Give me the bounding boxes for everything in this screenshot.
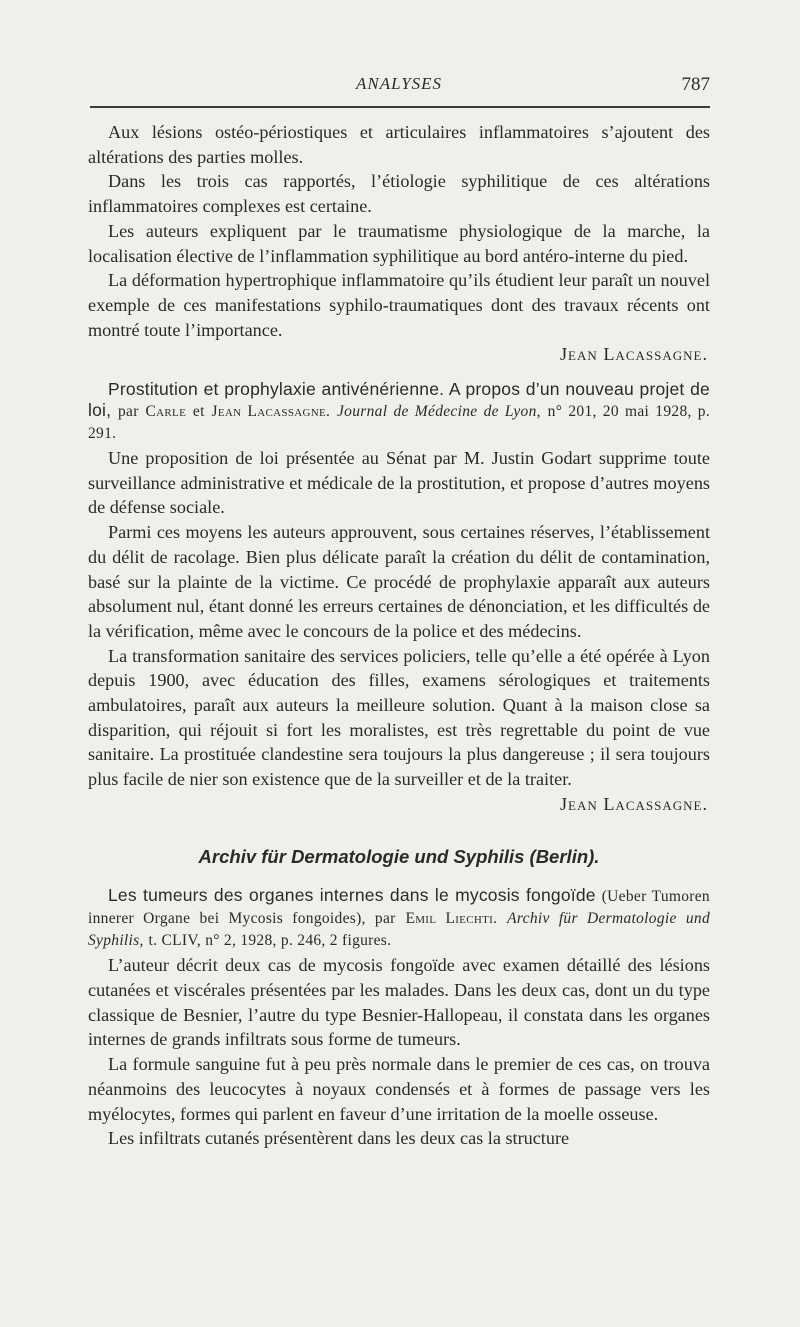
article-title: Prostitution et prophylaxie antivénérienne. A propos d’un nouveau projet de loi,: [88, 379, 710, 421]
paragraph: Parmi ces moyens les auteurs approuvent, sous certaines réserves, l’établissement du délit de racolage. Bien plus délicate paraît la création du délit de contamination, basé sur la plainte de la victime. Ce procédé de prophylaxie apparaît aux auteurs absolument nul, étant donné les erreurs certaines de dénonciation, et les difficultés de la vérification, même avec le concours de la police et des médecins.: [88, 522, 710, 641]
paragraph: Une proposition de loi présentée au Sénat par M. Justin Godart supprime toute surveillance administrative et médicale de la prostitution, et propose d’autres moyens de défense sociale.: [88, 448, 710, 518]
paragraph: Aux lésions ostéo-périostiques et articulaires inflammatoires s’ajoutent des altérations des parties molles.: [88, 122, 710, 167]
journal-name: Journal de Médecine de Lyon,: [337, 403, 541, 421]
page-number: 787: [681, 74, 710, 95]
header-rule: [90, 106, 710, 108]
article-heading: [88, 379, 710, 444]
original-title: (Ueber Tumoren innerer Organe bei Mycosis fongoides), par: [88, 888, 710, 928]
by-word: par: [118, 403, 139, 421]
citation-details: t. CLIV, n° 2, 1928, p. 246, 2 figures.: [148, 932, 392, 950]
review-mycosis: [88, 885, 710, 1151]
paragraph: La déformation hypertrophique inflammatoire qu’ils étudient leur paraît un nouvel exemple de ces manifestations syphilo-traumatiques dont des travaux récents ont montré toute l’importance.: [88, 270, 710, 340]
journal-name: Archiv für Dermatologie und Syphilis,: [88, 910, 710, 950]
author-name: Jean Lacassagne.: [211, 403, 331, 421]
author-name: Emil Liechti.: [405, 910, 498, 928]
citation-details: n° 201, 20 mai 1928, p. 291.: [88, 403, 711, 443]
review-continuation: [88, 120, 710, 367]
reviewer-signature: Jean Lacassagne.: [559, 793, 708, 814]
paragraph: Les auteurs expliquent par le traumatisme physiologique de la marche, la localisation élective de l’inflammation syphilitique au bord antéro-interne du pied.: [88, 220, 710, 266]
article-heading: [88, 885, 710, 951]
reviewer-signature: Jean Lacassagne.: [559, 344, 708, 365]
page-body: [88, 120, 710, 1151]
paragraph: La formule sanguine fut à peu près normale dans le premier de ces cas, on trouva néanmoins des leucocytes à noyaux condensés et à formes de passage vers les myélocytes, formes qui parlent en faveur d’une irritation de la moelle osseuse.: [88, 1054, 710, 1124]
review-prostitution: [88, 379, 710, 817]
paragraph: L’auteur décrit deux cas de mycosis fongoïde avec examen détaillé des lésions cutanées et viscérales présentées par les malades. Dans les deux cas, dont un du type classique de Besnier, l’autre du type Besnier-Hallopeau, il constata dans les organes internes de grands infiltrats sous forme de tumeurs.: [88, 955, 710, 1050]
paragraph: Dans les trois cas rapportés, l’étiologie syphilitique de ces altérations inflammatoires complexes est certaine.: [88, 171, 710, 217]
journal-heading: Archiv für Dermatologie und Syphilis (Berlin).: [198, 845, 600, 867]
paragraph: Les infiltrats cutanés présentèrent dans les deux cas la structure: [108, 1128, 570, 1149]
running-head: [88, 72, 710, 96]
paragraph: La transformation sanitaire des services policiers, telle qu’elle a été opérée à Lyon depuis 1900, avec éducation des filles, examens sérologiques et traitements ambulatoires, paraît aux auteurs la meilleure solution. Quant à la maison close sa disparition, qui réjouit si fort les moralistes, est très regrettable du point de vue sanitaire. La prostituée clandestine sera toujours la plus dangereuse ; il sera toujours plus facile de nier son existence que de la surveiller et de la traiter.: [88, 645, 710, 790]
and-word: et: [192, 403, 205, 421]
running-title: ANALYSES: [355, 74, 443, 93]
author-name: Carle: [145, 403, 187, 421]
article-title: Les tumeurs des organes internes dans le mycosis fongoïde: [108, 885, 596, 906]
